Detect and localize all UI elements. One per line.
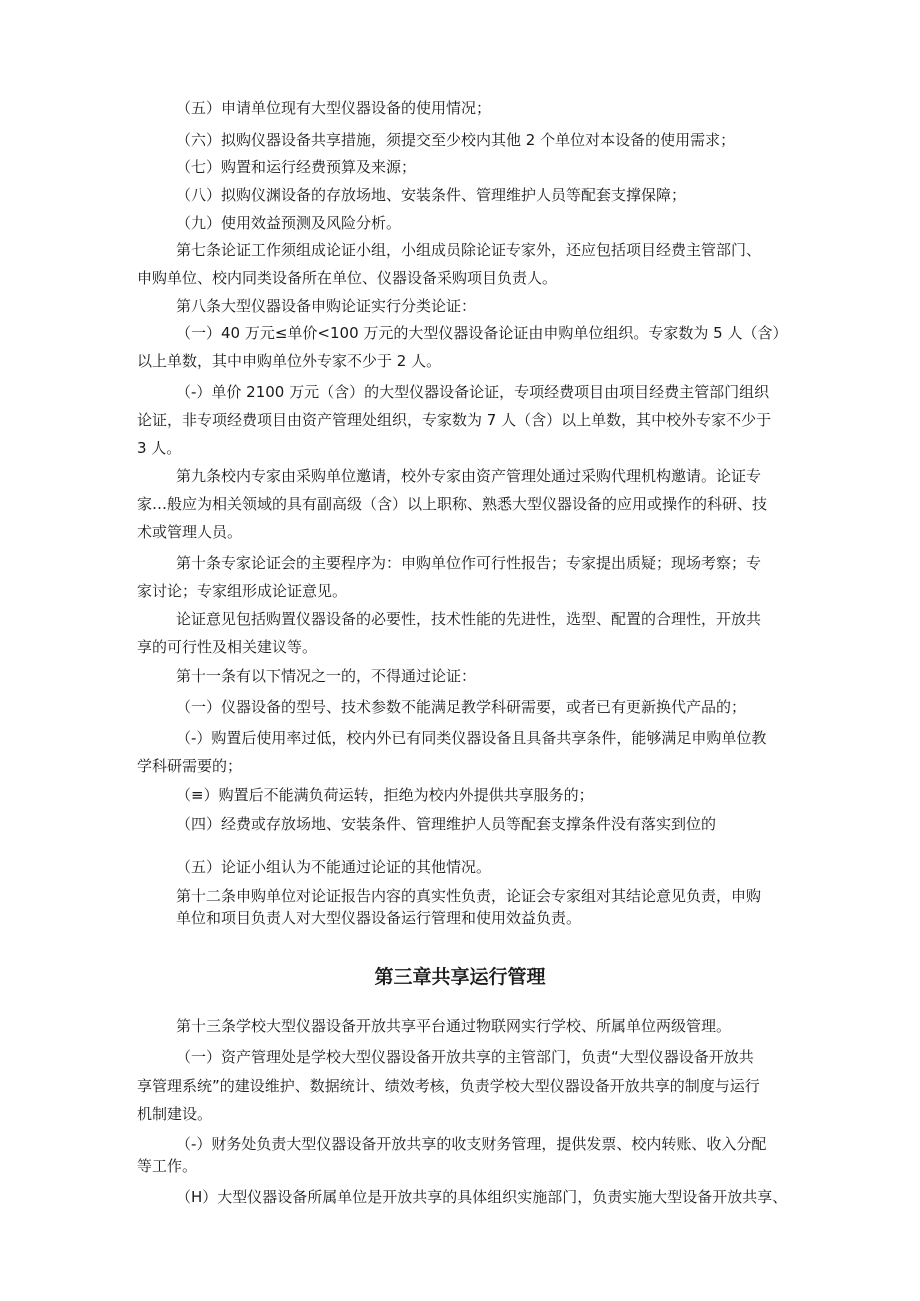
text-line-27: （五）论证小组认为不能通过论证的其他情况。 bbox=[176, 858, 492, 876]
chapter-title: 第三章共享运行管理 bbox=[374, 966, 546, 988]
text-line-35: 等工作。 bbox=[137, 1157, 198, 1175]
text-line-26: （四）经费或存放场地、安装条件、管理维护人员等配套支撑条件没有落实到位的 bbox=[176, 815, 717, 833]
text-line-28: 第十二条申购单位对论证报告内容的真实性负责，论证会专家组对其结论意见负责，申购 bbox=[176, 887, 762, 905]
text-line-25: （≡）购置后不能满负荷运转，拒绝为校内外提供共享服务的； bbox=[176, 786, 594, 804]
text-line-19: 论证意见包括购置仪器设备的必要性，技术性能的先进性，选型、配置的合理性，开放共 bbox=[176, 610, 762, 628]
text-line-14: 第九条校内专家由采购单位邀请，校外专家由资产管理处通过采购代理机构邀请。论证专 bbox=[176, 467, 762, 485]
text-line-23: （-）购置后使用率过低，校内外已有同类仪器设备且具备共享条件，能够满足申购单位教 bbox=[176, 729, 767, 747]
text-line-13: 3 人。 bbox=[137, 439, 182, 457]
text-line-21: 第十一条有以下情况之一的，不得通过论证： bbox=[176, 667, 477, 685]
text-line-3: （七）购置和运行经费预算及来源； bbox=[176, 158, 417, 176]
text-line-30: 第十三条学校大型仪器设备开放共享平台通过物联网实行学校、所属单位两级管理。 bbox=[176, 1017, 732, 1035]
text-line-33: 机制建设。 bbox=[137, 1105, 213, 1123]
text-line-5: （九）使用效益预测及风险分析。 bbox=[176, 214, 402, 232]
text-line-34: （-）财务处负责大型仪器设备开放共享的收支财务管理，提供发票、校内转账、收入分配 bbox=[176, 1135, 767, 1153]
text-line-7: 申购单位、校内同类设备所在单位、仪器设备采购项目负责人。 bbox=[137, 269, 558, 287]
text-line-32: 享管理系统”的建设维护、数据统计、绩效考核，负责学校大型仪器设备开放共享的制度与运行 bbox=[137, 1077, 760, 1095]
text-line-12: 论证，非专项经费项目由资产管理处组织，专家数为 7 人（含）以上单数，其中校外专家不少于 bbox=[137, 411, 772, 429]
text-line-24: 学科研需要的； bbox=[137, 757, 243, 775]
text-line-1: （五）申请单位现有大型仪器设备的使用情况； bbox=[176, 99, 492, 117]
text-line-8: 第八条大型仪器设备申购论证实行分类论证： bbox=[176, 297, 477, 315]
text-line-22: （一）仪器设备的型号、技术参数不能满足教学科研需要，或者已有更新换代产品的； bbox=[176, 698, 747, 716]
text-line-9: （一）40 万元≤单价<100 万元的大型仪器设备论证由申购单位组织。专家数为 5 人（含） bbox=[176, 324, 788, 342]
text-line-29: 单位和项目负责人对大型仪器设备运行管理和使用效益负责。 bbox=[176, 909, 582, 927]
text-line-15: 家…般应为相关领域的具有副高级（含）以上职称、熟悉大型仪器设备的应用或操作的科研、技 bbox=[137, 495, 768, 513]
text-line-16: 术或管理人员。 bbox=[137, 523, 243, 541]
text-line-2: （六）拟购仪器设备共享措施，须提交至少校内其他 2 个单位对本设备的使用需求； bbox=[176, 131, 736, 149]
text-line-31: （一）资产管理处是学校大型仪器设备开放共享的主管部门，负责“大型仪器设备开放共 bbox=[176, 1048, 754, 1066]
text-line-20: 享的可行性及相关建议等。 bbox=[137, 638, 318, 656]
text-line-10: 以上单数，其中申购单位外专家不少于 2 人。 bbox=[137, 352, 442, 370]
text-line-6: 第七条论证工作须组成论证小组，小组成员除论证专家外，还应包括项目经费主管部门、 bbox=[176, 241, 762, 259]
text-line-36: （H）大型仪器设备所属单位是开放共享的具体组织实施部门，负责实施大型设备开放共享、 bbox=[176, 1188, 788, 1206]
text-line-17: 第十条专家论证会的主要程序为：申购单位作可行性报告；专家提出质疑；现场考察；专 bbox=[176, 554, 762, 572]
text-line-11: （-）单价 2100 万元（含）的大型仪器设备论证，专项经费项目由项目经费主管部门组织 bbox=[176, 383, 770, 401]
text-line-18: 家讨论；专家组形成论证意见。 bbox=[137, 582, 348, 600]
text-line-4: （八）拟购仪渊设备的存放场地、安装条件、管理维护人员等配套支撑保障； bbox=[176, 186, 687, 204]
